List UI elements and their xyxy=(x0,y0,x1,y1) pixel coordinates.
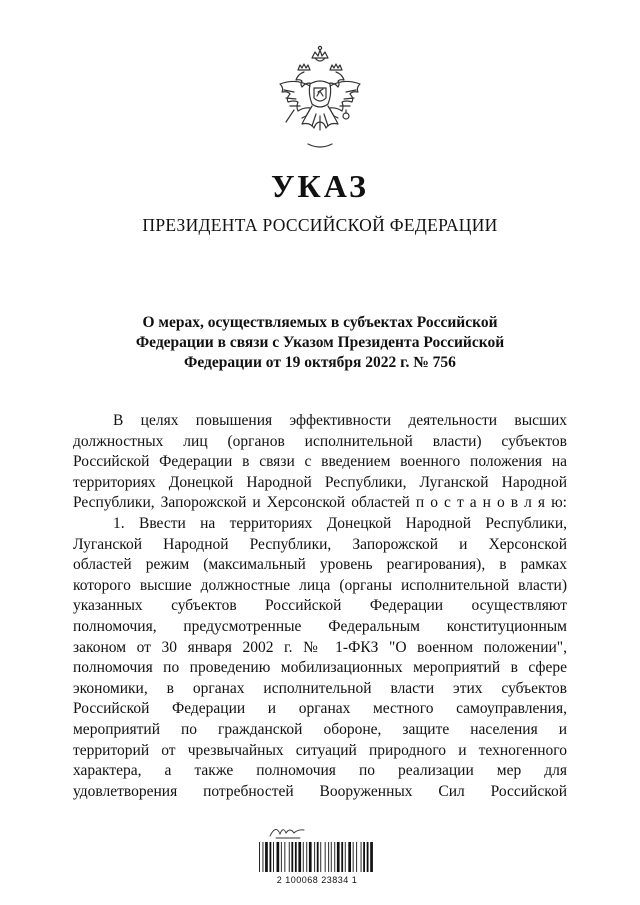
body-line: территорий от чрезвычайных ситуаций природного и техногенного xyxy=(73,741,567,759)
body-line: В целях повышения эффективности деятельности высших xyxy=(113,412,567,429)
barcode-bars xyxy=(258,842,376,872)
body-line: удовлетворения потребностей Вооруженных Сил Российской xyxy=(73,782,567,800)
body-line: полномочия по проведению мобилизационных мероприятий в сфере xyxy=(73,659,567,677)
decree-body xyxy=(73,411,567,802)
decree-subject xyxy=(110,313,530,373)
double-headed-eagle-icon xyxy=(272,44,368,152)
decree-title: УКАЗ xyxy=(271,168,369,204)
body-line: Российской Федерации и органах местного самоуправления, xyxy=(73,700,567,718)
subject-line: Федерации от 19 октября 2022 г. № 756 xyxy=(184,354,456,371)
body-line: характера, а также полномочия по реализации мер для xyxy=(73,762,567,780)
body-line: Луганской Народной Республики, Запорожской и Херсонской xyxy=(73,535,567,553)
subject-line: О мерах, осуществляемых в субъектах Российской xyxy=(142,314,498,331)
decree-issuer: ПРЕЗИДЕНТА РОССИЙСКОЙ ФЕДЕРАЦИИ xyxy=(142,215,498,235)
body-line: областей режим (максимальный уровень реагирования), в рамках xyxy=(73,556,567,574)
body-line: 1. Ввести на территориях Донецкой Народной Республики, xyxy=(113,514,567,532)
barcode-number: 2 100068 23834 1 xyxy=(276,875,358,885)
body-line: законом от 30 января 2002 г. № 1-ФКЗ "О военном положении", xyxy=(73,638,567,656)
body-line: которого высшие должностные лица (органы исполнительной власти) xyxy=(73,576,567,594)
body-line: полномочия, предусмотренные Федеральным конституционным xyxy=(73,617,567,635)
body-line: экономики, в органах исполнительной власти этих субъектов xyxy=(73,679,567,697)
body-line: Республики, Запорожской и Херсонской областей п о с т а н о в л я ю: xyxy=(73,494,567,512)
subject-line: Федерации в связи с Указом Президента Российской xyxy=(135,334,505,351)
body-line: должностных лиц (органов исполнительной власти) субъектов xyxy=(73,432,567,450)
body-line: Российской Федерации в связи с введением военного положения на xyxy=(73,453,567,471)
document-barcode xyxy=(256,822,378,888)
body-line: указанных субъектов Российской Федерации осуществляют xyxy=(73,597,567,615)
body-line: территориях Донецкой Народной Республики, Луганской Народной xyxy=(73,473,567,491)
body-line: мероприятий по гражданской обороне, защите населения и xyxy=(73,720,567,738)
handwritten-initials xyxy=(268,822,308,840)
